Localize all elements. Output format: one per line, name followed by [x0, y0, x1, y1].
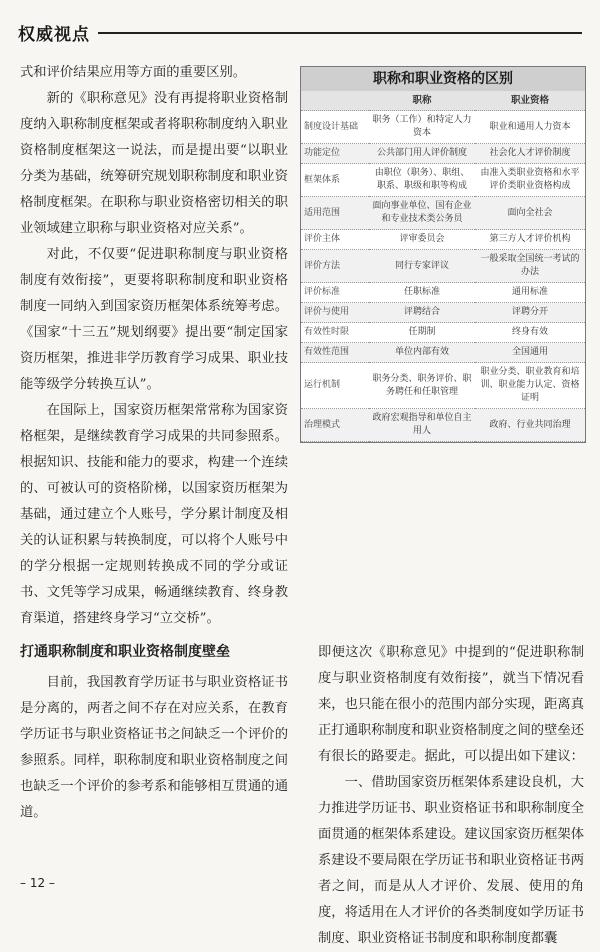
row-label: 治理模式	[301, 409, 369, 442]
table-cell: 一般采取全国统一考试的办法	[475, 250, 585, 283]
table-row	[301, 230, 585, 250]
table-cell: 职业和通用人力资本	[475, 111, 585, 144]
page-number: – 12 –	[20, 876, 55, 890]
header-cell: 职业资格	[475, 91, 585, 111]
table-cell: 任期制	[369, 323, 475, 343]
table-cell: 评聘分开	[475, 303, 585, 323]
table-cell: 政府、行业共同治理	[475, 409, 585, 442]
paragraph: 在国际上，国家资历框架常常称为国家资格框架，是继续教育学习成果的共同参照系。根据知识、技能和能力的要求，构建一个连续的、可被认可的资格阶梯，以国家资历框架为基础，通过建立个人账号，学分累计制度及相关的认证积累与转换制度，可以将个人账号中的学分根据一定规则转换成不同的学分或证书、文凭等学习成果，畅通继续教育、终身教育渠道，搭建终身学习“立交桥”。	[20, 403, 288, 626]
table-cell: 终身有效	[475, 323, 585, 343]
page-header	[18, 18, 582, 48]
paragraph: 目前，我国教育学历证书与职业资格证书是分离的，两者之间不存在对应关系，在教育学历证书与职业资格证书之间缺乏一个评价的参照系。同样，职称制度和职业资格制度之间也缺乏一个评价的参考系和能够相互贯通的通道。	[20, 675, 288, 820]
table-header-row	[301, 91, 585, 111]
table-cell: 单位内部有效	[369, 343, 475, 363]
row-label: 评价主体	[301, 230, 369, 250]
table-cell: 面向全社会	[475, 197, 585, 230]
table-title: 职称和职业资格的区别	[301, 67, 585, 91]
row-label: 运行机制	[301, 363, 369, 409]
table-cell: 同行专家评议	[369, 250, 475, 283]
table-row	[301, 197, 585, 230]
paragraph: 一、借助国家资历框架体系建设良机，大力推进学历证书、职业资格证书和职称制度全面贯通的框架体系建设。建议国家资历框架体系建设不要局限在学历证书和职业资格证书两者之间，而是从人才评价、发展、使用的角度，将适用在人才评价的各类制度如学历证书制度、职业资格证书制度和职称制度都囊	[318, 775, 584, 946]
table-row	[301, 250, 585, 283]
paragraph: 对此，不仅要“促进职称制度与职业资格制度有效衔接”，更要将职称制度和职业资格制度一同纳入到国家资历框架体系统筹考虑。《国家“十三五”规划纲要》提出要“制定国家资历框架，推进非学历教育学习成果、职业技能等级学分转换互认”。	[20, 247, 288, 392]
section-heading: 打通职称制度和职业资格制度壁垒	[20, 644, 230, 660]
table-cell: 第三方人才评价机构	[475, 230, 585, 250]
table-cell: 由准入类职业资格和水平评价类职业资格构成	[475, 164, 585, 197]
table-cell: 通用标准	[475, 283, 585, 303]
table-row	[301, 111, 585, 144]
table-cell: 职务（工作）和特定人力资本	[369, 111, 475, 144]
table-cell: 公共部门用人评价制度	[369, 144, 475, 164]
table-row	[301, 343, 585, 363]
table-cell: 职务分类、职务评价、职务聘任和任职管理	[369, 363, 475, 409]
table-row	[301, 363, 585, 409]
table-row	[301, 164, 585, 197]
table-cell: 任职标准	[369, 283, 475, 303]
row-label: 适用范围	[301, 197, 369, 230]
comparison-table	[300, 66, 586, 443]
table-row	[301, 323, 585, 343]
row-label: 有效性范围	[301, 343, 369, 363]
table-cell: 由职位（职务）、职组、职系、职级和职等构成	[369, 164, 475, 197]
table-row	[301, 144, 585, 164]
right-column	[318, 640, 584, 952]
table-row	[301, 409, 585, 442]
row-label: 框架体系	[301, 164, 369, 197]
header-cell: 职称	[369, 91, 475, 111]
table-row	[301, 303, 585, 323]
paragraph: 新的《职称意见》没有再提将职业资格制度纳入职称制度框架或者将职称制度纳入职业资格制度框架这一说法，而是提出要“以职业分类为基础，统筹研究规划职称制度和职业资格制度框架。在职称与职业资格密切相关的职业领域建立职称与职业资格对应关系”。	[20, 91, 288, 236]
row-label: 评价标准	[301, 283, 369, 303]
table-cell: 政府宏观指导和单位自主用人	[369, 409, 475, 442]
paragraph: 式和评价结果应用等方面的重要区别。	[20, 65, 247, 80]
row-label: 评价与使用	[301, 303, 369, 323]
header-cell	[301, 91, 369, 111]
table-row	[301, 283, 585, 303]
header-rule	[18, 32, 582, 34]
table-cell: 社会化人才评价制度	[475, 144, 585, 164]
table-cell: 评聘结合	[369, 303, 475, 323]
table-cell: 评审委员会	[369, 230, 475, 250]
paragraph: 即便这次《职称意见》中提到的“促进职称制度与职业资格制度有效衔接”，就当下情况看来，也只能在很小的范围内部分实现，距离真正打通职称制度和职业资格制度之间的壁垒还有很长的路要走。据此，可以提出如下建议：	[318, 645, 584, 764]
table-cell: 全国通用	[475, 343, 585, 363]
row-label: 有效性时限	[301, 323, 369, 343]
row-label: 评价方法	[301, 250, 369, 283]
table-cell: 面向事业单位、国有企业和专业技术类公务员	[369, 197, 475, 230]
row-label: 功能定位	[301, 144, 369, 164]
table-cell: 职业分类、职业教育和培训、职业能力认定、资格证明	[475, 363, 585, 409]
section-title: 权威视点	[18, 20, 98, 45]
row-label: 制度设计基础	[301, 111, 369, 144]
left-column	[20, 60, 288, 826]
